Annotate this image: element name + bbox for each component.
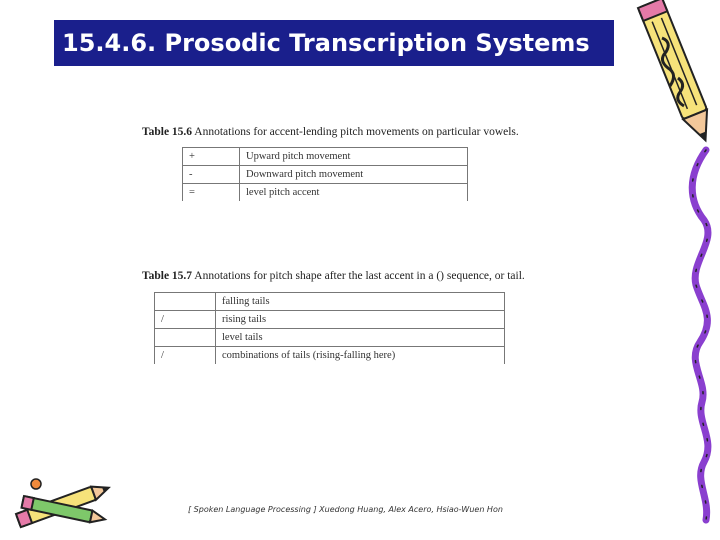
- table-cell-symbol: [155, 293, 216, 311]
- table-row: [155, 293, 505, 311]
- table-cell-symbol: /: [155, 347, 216, 365]
- table-cell-symbol: -: [183, 166, 240, 184]
- table2: [154, 292, 505, 364]
- table2-caption: [142, 270, 525, 282]
- table-cell-description: Downward pitch movement: [240, 166, 468, 184]
- table-cell-description: level pitch accent: [240, 184, 468, 202]
- table1: [182, 147, 468, 201]
- table-cell-description: Upward pitch movement: [240, 148, 468, 166]
- table-cell-symbol: /: [155, 311, 216, 329]
- table-row: [155, 347, 505, 365]
- table-row: [183, 166, 468, 184]
- table-row: [155, 329, 505, 347]
- table2-caption-text: Annotations for pitch shape after the last accent in a () sequence, or tail.: [192, 270, 525, 282]
- table1-caption-text: Annotations for accent-lending pitch movements on particular vowels.: [192, 126, 519, 138]
- table-cell-description: combinations of tails (rising-falling here): [216, 347, 505, 365]
- table-row: [183, 184, 468, 202]
- table-cell-description: level tails: [216, 329, 505, 347]
- table-row: [183, 148, 468, 166]
- table1-caption: [142, 126, 519, 138]
- footer-citation: [ Spoken Language Processing ] Xuedong Huang, Alex Acero, Hsiao-Wuen Hon: [188, 505, 503, 514]
- table-cell-description: falling tails: [216, 293, 505, 311]
- pencils-clipart-icon: [6, 474, 116, 536]
- pencil-border-icon: [618, 0, 720, 540]
- table-cell-symbol: [155, 329, 216, 347]
- table-cell-description: rising tails: [216, 311, 505, 329]
- table1-caption-label: Table 15.6: [142, 126, 193, 138]
- slide-title: 15.4.6. Prosodic Transcription Systems: [54, 20, 614, 66]
- table-cell-symbol: =: [183, 184, 240, 202]
- table2-caption-label: Table 15.7: [142, 270, 193, 282]
- table-row: [155, 311, 505, 329]
- table-cell-symbol: +: [183, 148, 240, 166]
